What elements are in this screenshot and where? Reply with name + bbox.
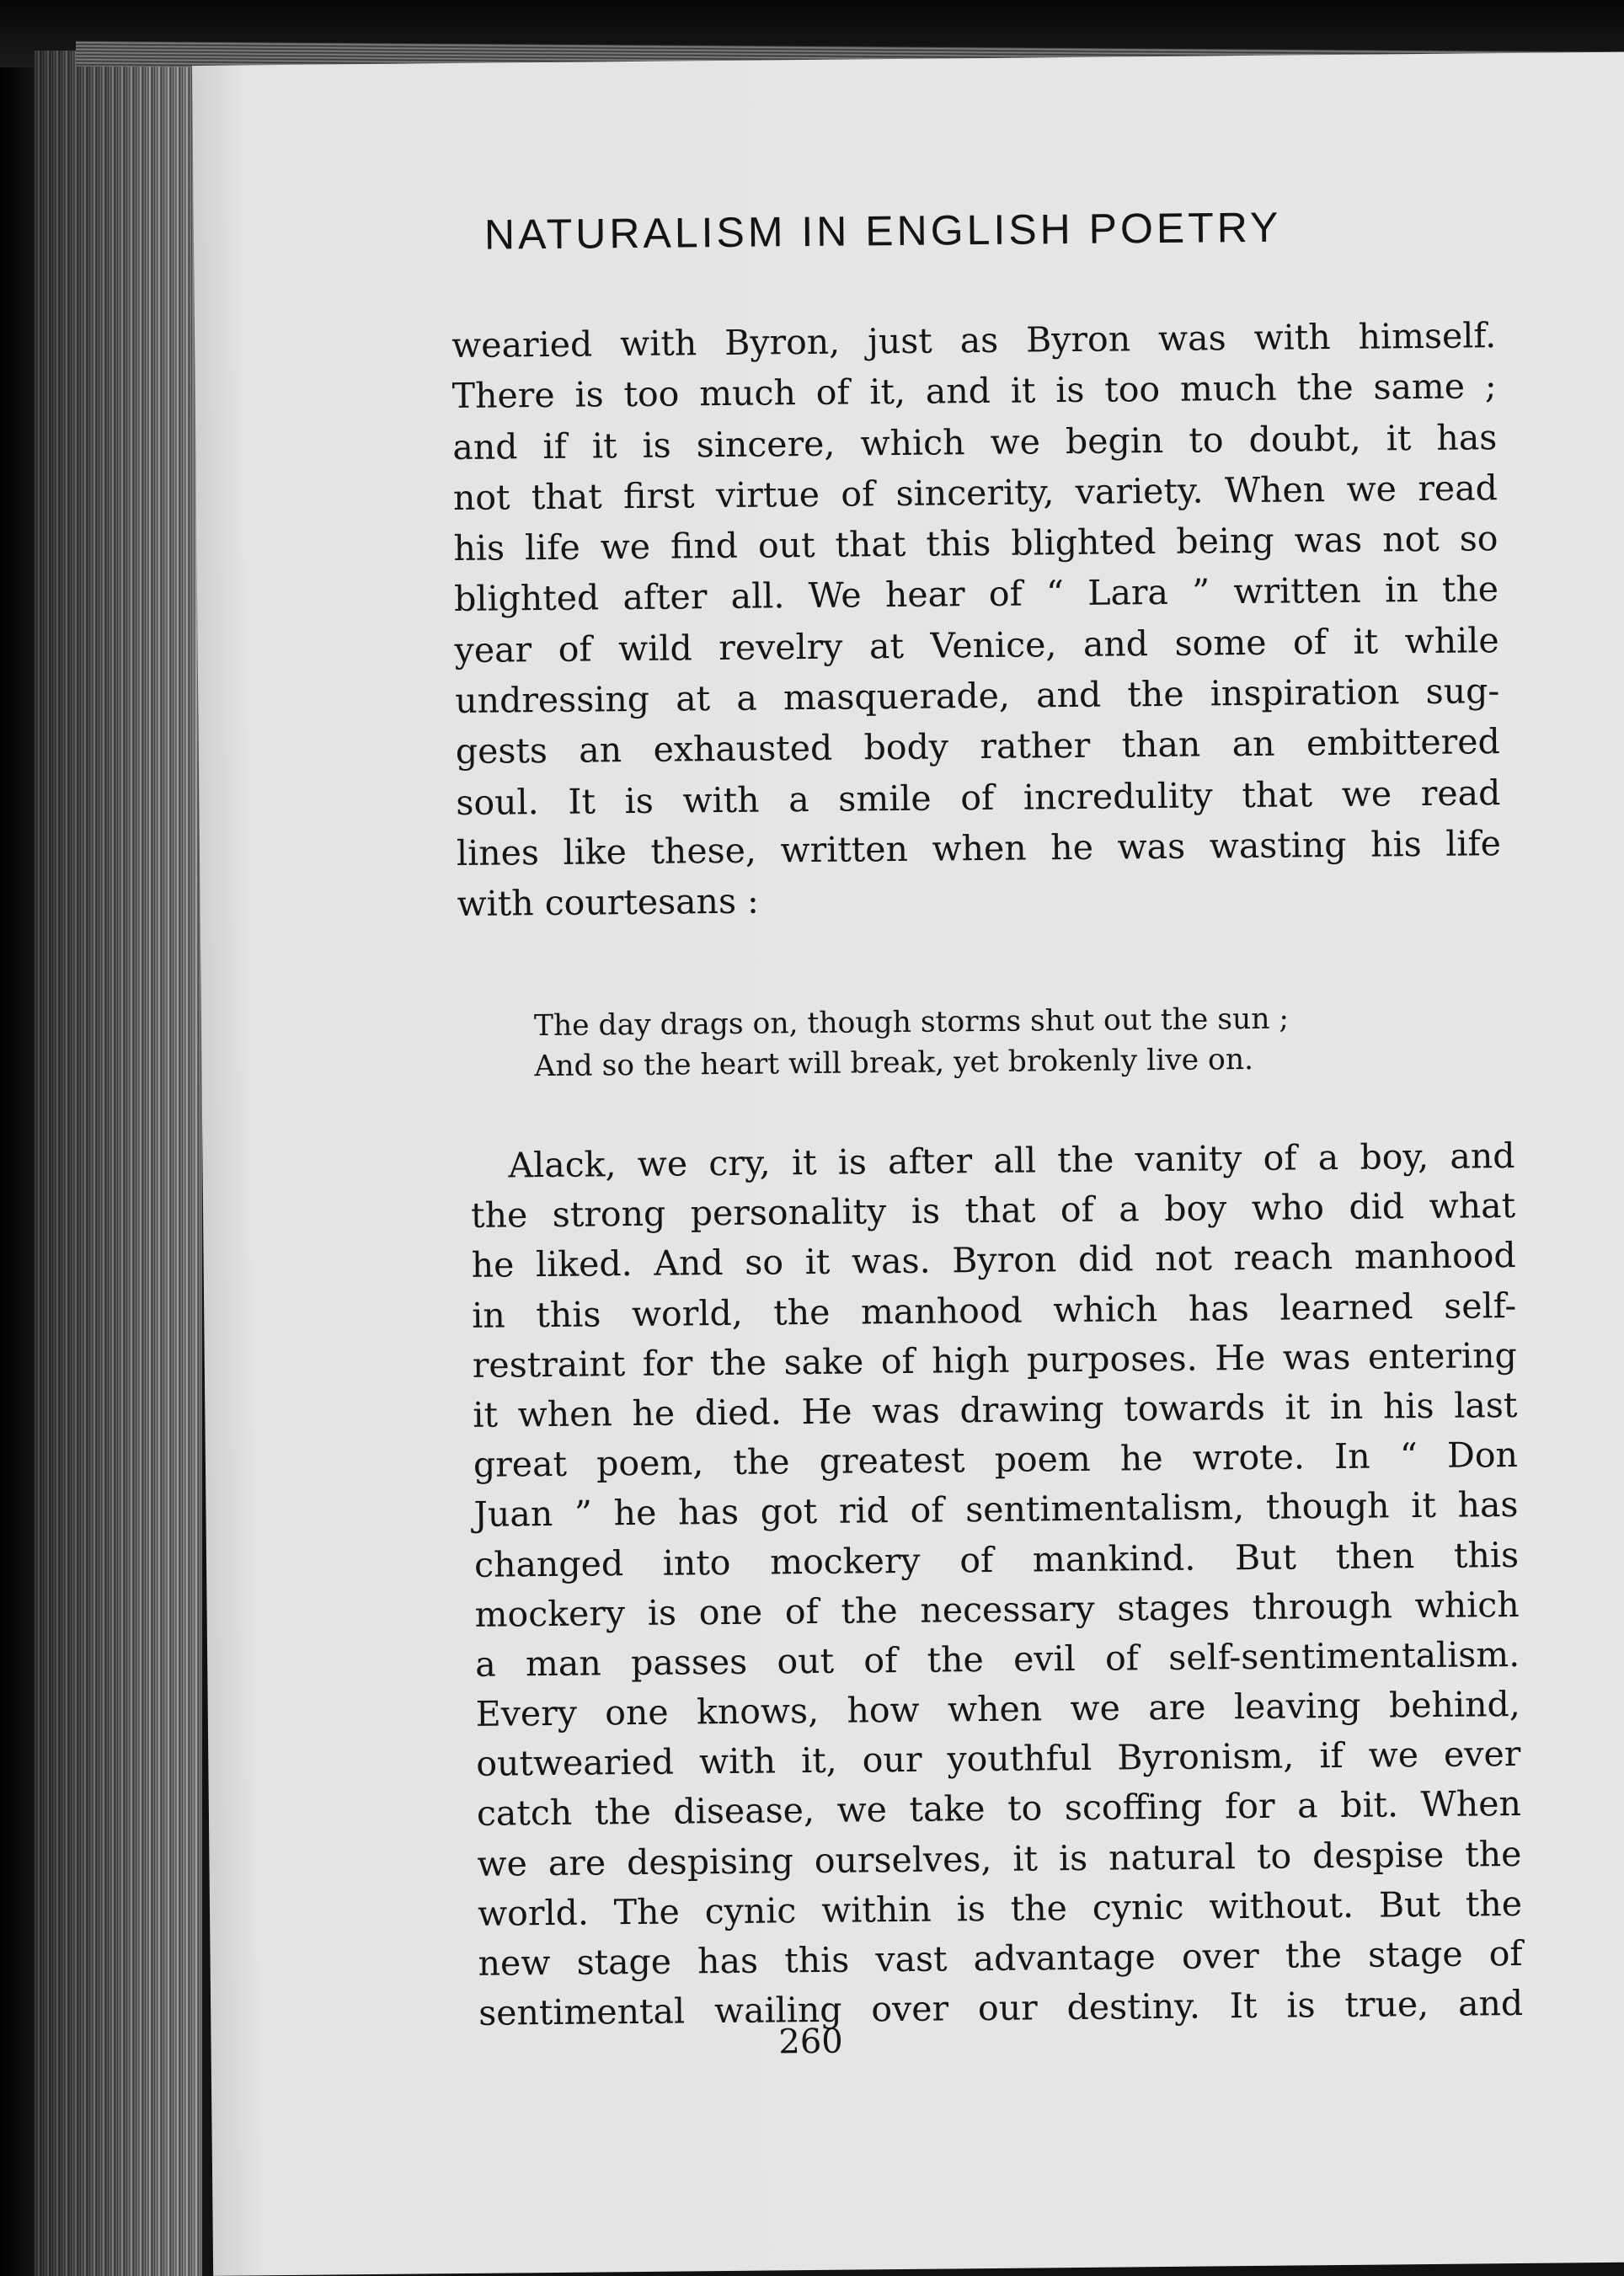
- verse-line: And so the heart will break, yet brokenly live on.: [534, 1042, 1254, 1084]
- text-line: blighted after all. We hear of “ Lara ” written in the: [453, 569, 1499, 620]
- text-line: he liked. And so it was. Byron did not reach manhood: [471, 1235, 1516, 1286]
- book-page: [192, 52, 1624, 2276]
- text-line: Alack, we cry, it is after all the vanity of a boy, and: [508, 1135, 1515, 1186]
- text-line: restraint for the sake of high purposes. He was entering: [472, 1334, 1517, 1386]
- text-line: and if it is sincere, which we begin to doubt, it has: [452, 416, 1498, 467]
- paragraph-1: [451, 310, 1502, 929]
- verse-quotation: [534, 998, 1377, 1087]
- text-line: the strong personality is that of a boy who did what: [470, 1185, 1516, 1237]
- text-line: changed into mockery of mankind. But then this: [473, 1534, 1520, 1585]
- text-line: it when he died. He was drawing towards it in his last: [473, 1384, 1518, 1435]
- running-header: NATURALISM IN ENGLISH POETRY: [483, 203, 1282, 259]
- text-line: wearied with Byron, just as Byron was with himself.: [451, 315, 1497, 366]
- text-line: a man passes out of the evil of self-sentimentalism.: [475, 1633, 1520, 1685]
- text-line: in this world, the manhood which has learned self-: [472, 1285, 1517, 1336]
- page-number: 260: [778, 2022, 843, 2062]
- text-line: sentimental wailing over our destiny. It is true, and: [478, 1983, 1524, 2034]
- paragraph-2: [470, 1131, 1523, 2038]
- text-line: world. The cynic within is the cynic without. But the: [477, 1883, 1523, 1934]
- text-line: There is too much of it, and it is too much the same ;: [451, 366, 1497, 417]
- text-line: lines like these, written when he was wasting his life: [456, 823, 1502, 874]
- text-line: not that first virtue of sincerity, variety. When we read: [452, 467, 1498, 518]
- text-line: Every one knows, how when we are leaving behind,: [475, 1684, 1520, 1734]
- text-line: his life we find out that this blighted being was not so: [453, 518, 1498, 569]
- text-line: great poem, the greatest poem he wrote. In “ Don: [473, 1435, 1519, 1485]
- text-line: we are despising ourselves, it is natural to despise the: [477, 1833, 1522, 1884]
- page-edges-shadow: [34, 51, 202, 2276]
- text-line: Juan ” he has got rid of sentimentalism, though it has: [473, 1484, 1519, 1536]
- text-line: soul. It is with a smile of incredulity that we read: [456, 772, 1501, 823]
- text-line: gests an exhausted body rather than an embittered: [455, 721, 1501, 772]
- text-line: outwearied with it, our youthful Byronism, if we ever: [476, 1734, 1521, 1785]
- text-line: undressing at a masquerade, and the inspiration sug-: [455, 671, 1500, 722]
- text-line: with courtesans :: [457, 880, 760, 925]
- text-line: mockery is one of the necessary stages through which: [474, 1584, 1520, 1635]
- text-line: year of wild revelry at Venice, and some of it while: [454, 619, 1499, 671]
- verse-line: The day drags on, though storms shut out the sun ;: [533, 1002, 1290, 1044]
- text-line: catch the disease, we take to scoffing for a bit. When: [476, 1783, 1522, 1835]
- text-line: new stage has this vast advantage over the stage of: [478, 1932, 1523, 1984]
